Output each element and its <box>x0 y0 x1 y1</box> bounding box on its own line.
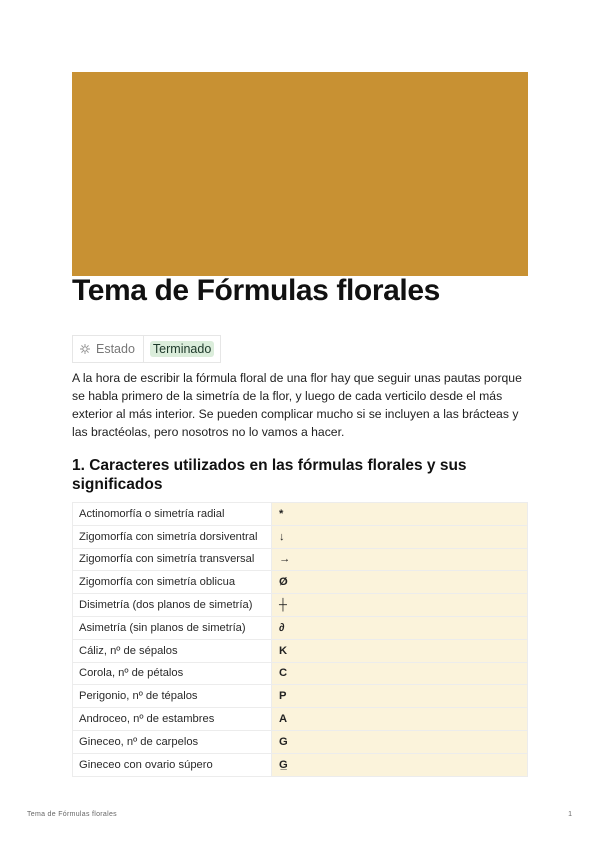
row-symbol: Ø <box>272 571 528 594</box>
row-label: Corola, nº de pétalos <box>73 662 272 685</box>
sun-icon <box>80 344 90 354</box>
section-heading: 1. Caracteres utilizados en las fórmulas florales y sus significados <box>72 457 467 493</box>
intro-paragraph: A la hora de escribir la fórmula floral de una flor hay que seguir unas pautas porque se habla primero de la simetría de la flor, y luego de cada verticilo desde el más exterior al más interior. Se pueden complicar mucho si se incluyen a las brácteas y las bractéolas, pero nosotros no lo vamos a hacer. <box>72 371 522 439</box>
row-symbol: → <box>272 548 528 571</box>
page-title: Tema de Fórmulas florales <box>72 274 440 307</box>
property-value-cell[interactable] <box>144 336 220 362</box>
footer-doc-name: Tema de Fórmulas florales <box>27 811 117 818</box>
table-row <box>73 730 528 753</box>
table-row <box>73 525 528 548</box>
status-badge[interactable]: Terminado <box>150 341 214 357</box>
page-cover <box>72 72 528 276</box>
row-label: Zigomorfía con simetría dorsiventral <box>73 525 272 548</box>
table-row <box>73 616 528 639</box>
table-row <box>73 639 528 662</box>
table-row <box>73 548 528 571</box>
row-symbol: A <box>272 708 528 731</box>
row-symbol: C <box>272 662 528 685</box>
table-row <box>73 708 528 731</box>
page-number: 1 <box>568 811 572 818</box>
table-row <box>73 503 528 526</box>
row-symbol: * <box>272 503 528 526</box>
row-label: Androceo, nº de estambres <box>73 708 272 731</box>
row-symbol: K <box>272 639 528 662</box>
row-symbol: P <box>272 685 528 708</box>
table-row <box>73 594 528 617</box>
table-row <box>73 685 528 708</box>
row-symbol: ↓ <box>272 525 528 548</box>
table-row <box>73 662 528 685</box>
row-label: Zigomorfía con simetría oblicua <box>73 571 272 594</box>
row-label: Actinomorfía o simetría radial <box>73 503 272 526</box>
row-label: Zigomorfía con simetría transversal <box>73 548 272 571</box>
property-name: Estado <box>96 342 135 356</box>
row-label: Asimetría (sin planos de simetría) <box>73 616 272 639</box>
table-row <box>73 753 528 776</box>
table-row <box>73 571 528 594</box>
property-name-cell <box>73 336 144 362</box>
row-symbol: ┼ <box>272 594 528 617</box>
row-label: Disimetría (dos planos de simetría) <box>73 594 272 617</box>
row-label: Perigonio, nº de tépalos <box>73 685 272 708</box>
row-symbol: ∂ <box>272 616 528 639</box>
row-label: Gineceo, nº de carpelos <box>73 730 272 753</box>
row-label: Gineceo con ovario súpero <box>73 753 272 776</box>
row-symbol: G̲ <box>272 753 528 776</box>
row-symbol: G <box>272 730 528 753</box>
symbols-table <box>72 502 528 777</box>
property-row <box>72 335 221 363</box>
row-label: Cáliz, nº de sépalos <box>73 639 272 662</box>
